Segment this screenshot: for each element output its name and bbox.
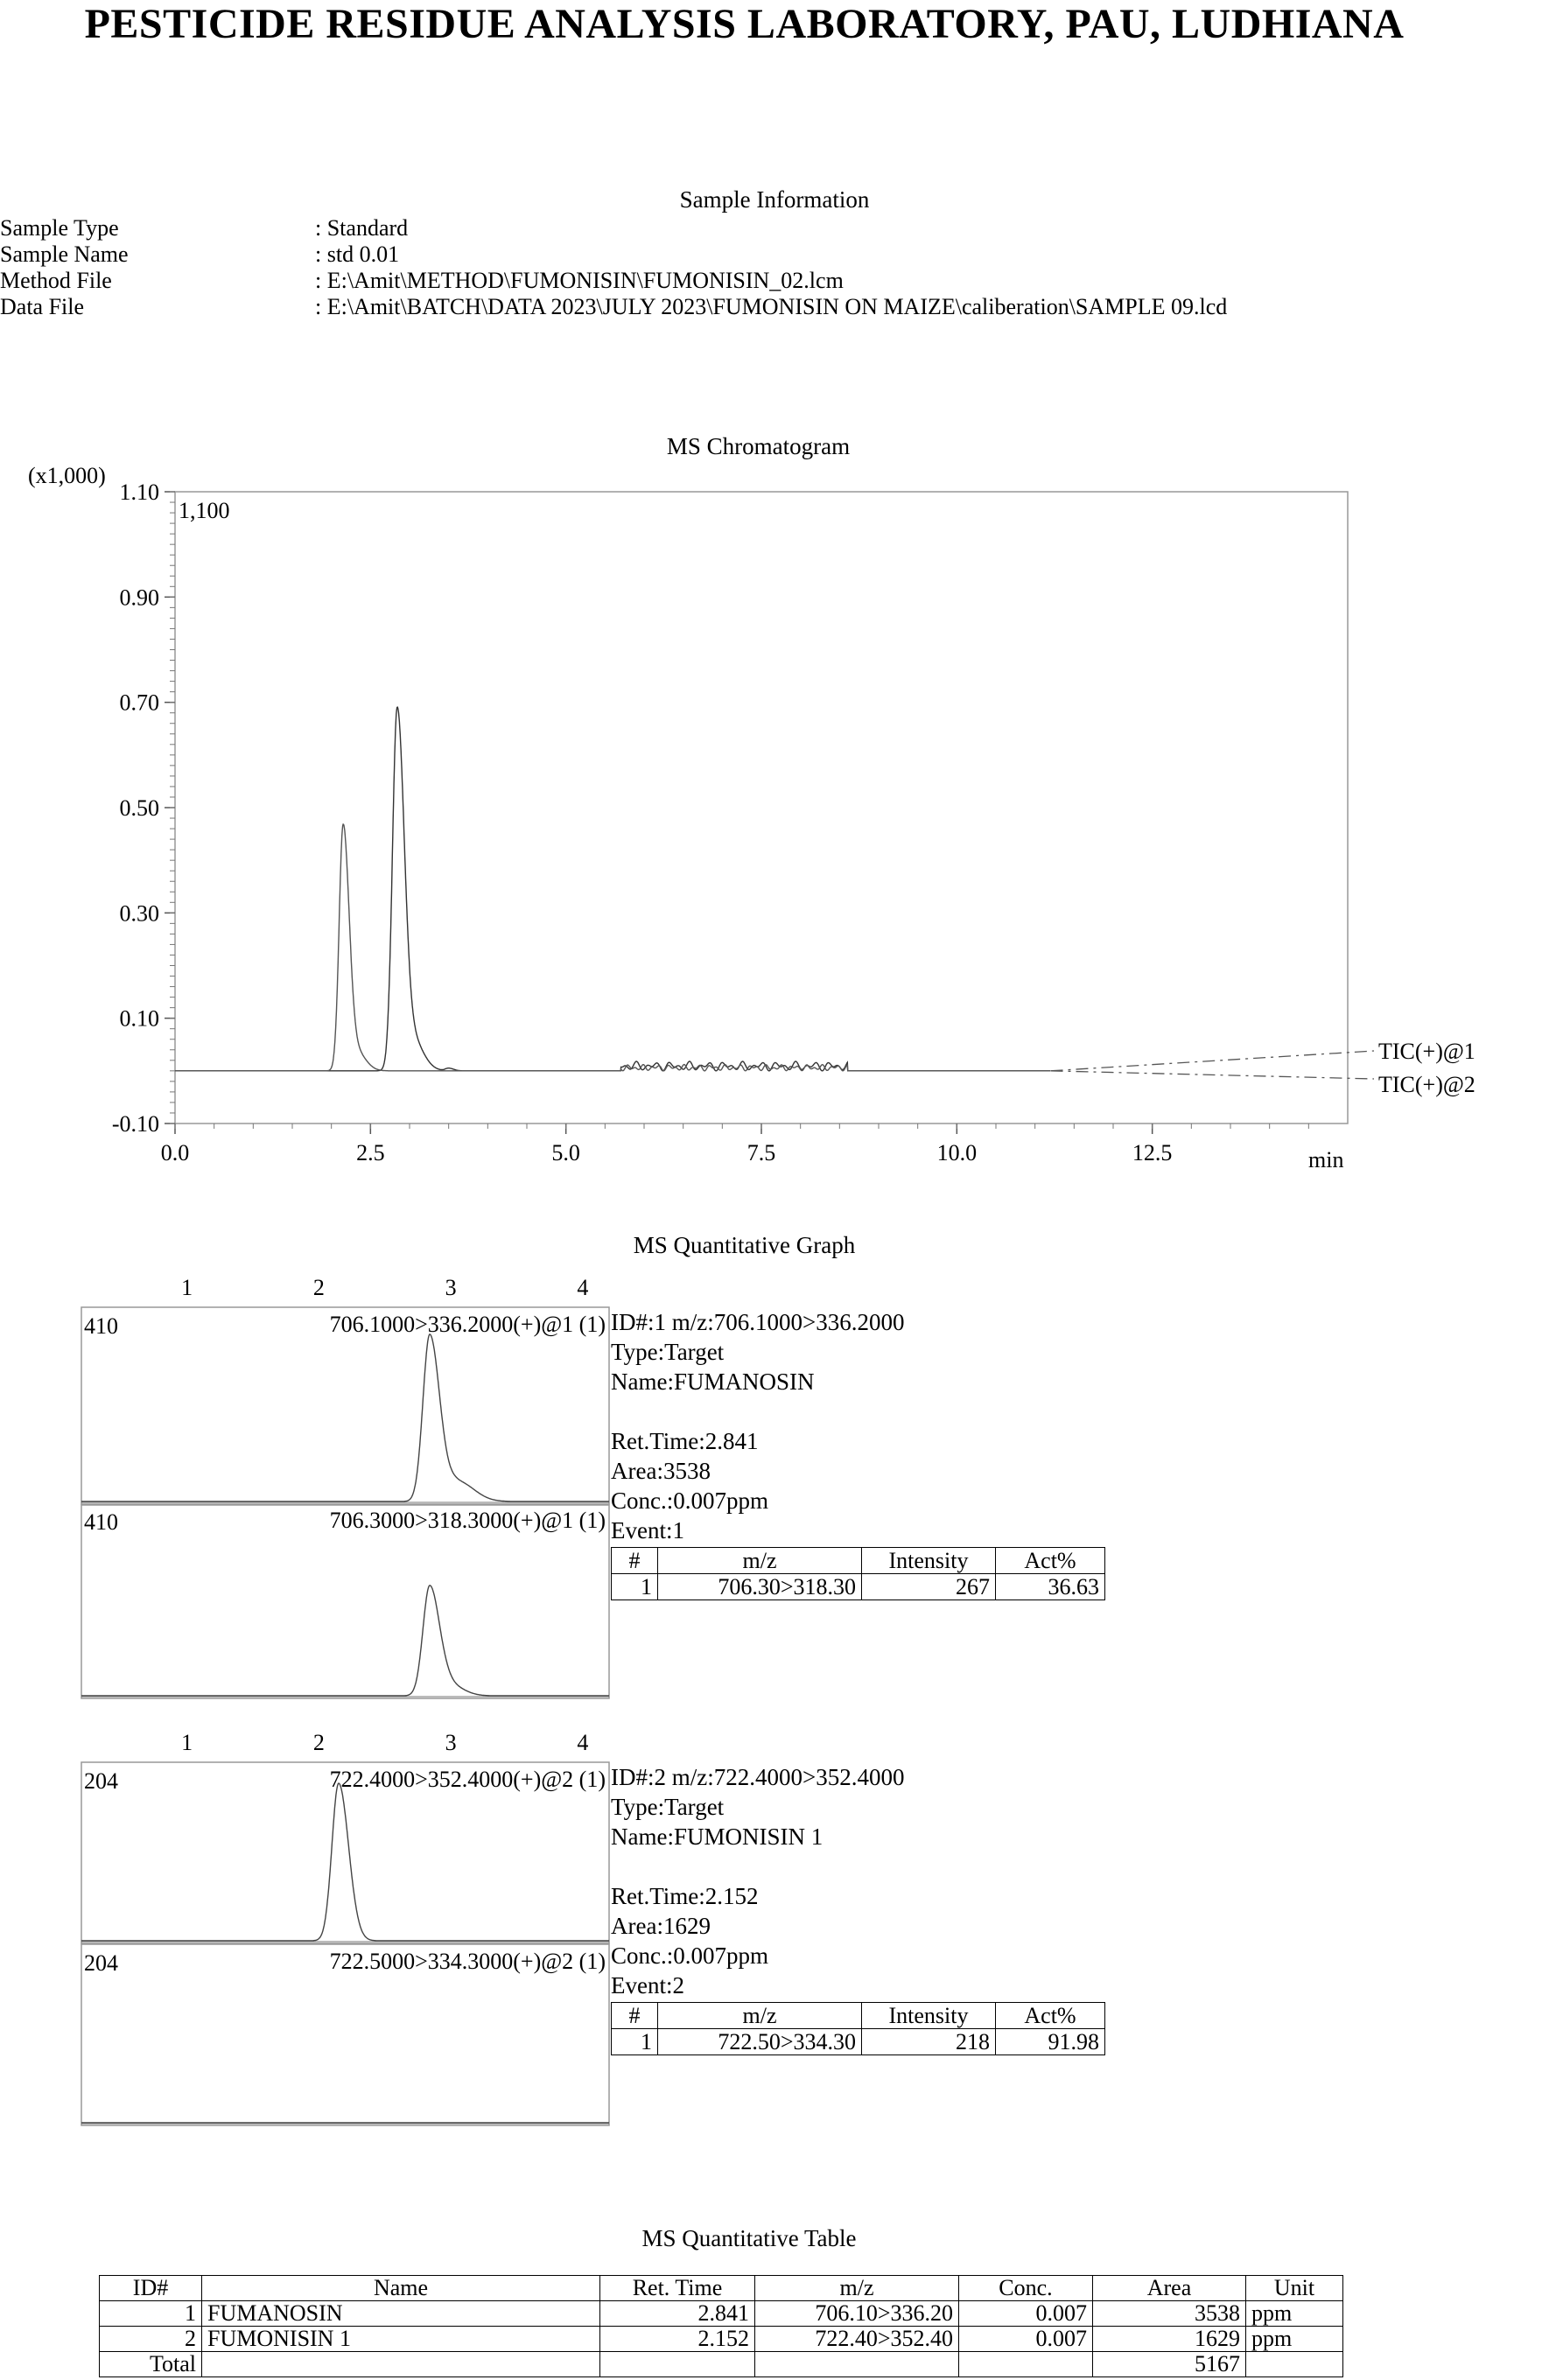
- quant-cell: [959, 2352, 1093, 2377]
- method-file-row: Method File : E:\Amit\METHOD\FUMONISIN\FUMONISIN_02.lcm: [0, 268, 844, 293]
- quant-cell: 0.007: [959, 2327, 1093, 2352]
- trace-line: [81, 1783, 609, 1941]
- quant-cell: 1629: [1093, 2327, 1246, 2352]
- quant-cell: 2.841: [600, 2301, 755, 2327]
- ion-col-index: #: [612, 2003, 658, 2029]
- quant-cell: [755, 2352, 959, 2377]
- series-line: [175, 707, 1050, 1071]
- quant-cell: 0.007: [959, 2301, 1093, 2327]
- compound-1-graph: [70, 1275, 630, 1759]
- y-tick-label: 0.10: [119, 1005, 159, 1032]
- ms-chromatogram-chart: [0, 455, 1489, 1172]
- quant-cell: 2: [100, 2327, 202, 2352]
- quant-cell: ppm: [1246, 2327, 1343, 2352]
- compound-2-top-scale: 204: [84, 1768, 118, 1794]
- compound-2-info-line: [611, 1852, 904, 1881]
- ion-table-header-row: [612, 2003, 1105, 2029]
- ion-cell: 267: [862, 1574, 996, 1600]
- sample-type-row: Sample Type : Standard: [0, 215, 409, 241]
- x-tick-label: 2: [312, 1275, 325, 1300]
- quant-cell: 722.40>352.40: [755, 2327, 959, 2352]
- quant-cell: [202, 2352, 600, 2377]
- table-row: [100, 2352, 1343, 2377]
- ion-table-header-row: [612, 1548, 1105, 1574]
- ion-col-intensity: Intensity: [862, 1548, 996, 1574]
- quant-cell: Total: [100, 2352, 202, 2377]
- quant-col-name: Name: [202, 2276, 600, 2301]
- x-tick-label: 4: [577, 1730, 589, 1755]
- quant-col-mz: m/z: [755, 2276, 959, 2301]
- x-tick-label: 10.0: [936, 1140, 978, 1166]
- ion-cell: 36.63: [996, 1574, 1105, 1600]
- quant-table-heading: MS Quantitative Table: [641, 2225, 857, 2251]
- x-tick-label: 3: [445, 1730, 457, 1755]
- x-tick-label: 12.5: [1132, 1140, 1173, 1166]
- chromatogram-max-label: 1,100: [179, 498, 230, 523]
- x-tick-label: 4: [577, 1275, 589, 1300]
- y-tick-label: 1.10: [119, 480, 159, 505]
- quant-cell: FUMANOSIN: [202, 2301, 600, 2327]
- y-tick-label: 0.70: [119, 690, 159, 716]
- compound-1-info-line: [611, 1396, 904, 1426]
- quant-cell: 2.152: [600, 2327, 755, 2352]
- ion-cell: 1: [612, 2029, 658, 2055]
- compound-2-top-trace: 722.4000>352.4000(+)@2 (1): [329, 1767, 606, 1792]
- table-row: [100, 2301, 1343, 2327]
- quant-cell: 1: [100, 2301, 202, 2327]
- quant-col-id: ID#: [100, 2276, 202, 2301]
- compound-1-top-trace: 706.1000>336.2000(+)@1 (1): [329, 1312, 606, 1337]
- y-tick-label: -0.10: [111, 1111, 159, 1137]
- compound-2-info: [611, 1762, 904, 2000]
- chromatogram-heading: MS Chromatogram: [666, 433, 851, 459]
- compound-2-info-line: Conc.:0.007ppm: [611, 1942, 768, 1969]
- table-row: [612, 2029, 1105, 2055]
- compound-2-bottom-scale: 204: [84, 1950, 118, 1976]
- compound-1-bottom-frame: [81, 1505, 609, 1698]
- ion-col-mz: m/z: [658, 1548, 862, 1574]
- compound-2-bottom-trace: 722.5000>334.3000(+)@2 (1): [329, 1949, 606, 1974]
- legend-leader-line: [1051, 1051, 1374, 1071]
- compound-2-info-line: Ret.Time:2.152: [611, 1883, 759, 1909]
- sample-info-heading: Sample Information: [679, 186, 870, 213]
- x-tick-label: 3: [445, 1275, 457, 1300]
- compound-1-info-line: Event:1: [611, 1517, 684, 1544]
- quant-cell: 5167: [1093, 2352, 1246, 2377]
- compound-1-top-scale: 410: [84, 1313, 118, 1339]
- compound-1-info-line: ID#:1 m/z:706.1000>336.2000: [611, 1309, 905, 1335]
- y-tick-label: 0.90: [119, 584, 159, 611]
- ion-col-act: Act%: [996, 1548, 1105, 1574]
- quant-cell: ppm: [1246, 2301, 1343, 2327]
- trace-line: [81, 1586, 609, 1696]
- quant-table: [99, 2275, 1343, 2377]
- sample-name-row: Sample Name : std 0.01: [0, 242, 400, 267]
- table-row: [100, 2327, 1343, 2352]
- quant-cell: 3538: [1093, 2301, 1246, 2327]
- compound-2-info-line: Name:FUMONISIN 1: [611, 1824, 824, 1850]
- compound-1-bottom-scale: 410: [84, 1509, 118, 1535]
- ion-cell: 722.50>334.30: [658, 2029, 862, 2055]
- chromatogram-y-scale-label: (x1,000): [28, 463, 106, 488]
- legend-leader-line: [1051, 1071, 1374, 1079]
- compound-1-info-line: Type:Target: [611, 1339, 725, 1365]
- compound-1-info-line: Conc.:0.007ppm: [611, 1488, 768, 1514]
- quant-table-header-row: [100, 2276, 1343, 2301]
- compound-2-graph: [70, 1730, 630, 2214]
- ion-cell: 706.30>318.30: [658, 1574, 862, 1600]
- page-title: PESTICIDE RESIDUE ANALYSIS LABORATORY, PAU, LUDHIANA: [84, 1, 1405, 47]
- chromatogram-plot-frame: [175, 492, 1348, 1124]
- ion-col-mz: m/z: [658, 2003, 862, 2029]
- compound-2-ion-table: [611, 2002, 1105, 2055]
- ion-cell: 91.98: [996, 2029, 1105, 2055]
- compound-1-bottom-trace: 706.3000>318.3000(+)@1 (1): [329, 1508, 606, 1533]
- quant-cell: 706.10>336.20: [755, 2301, 959, 2327]
- ion-col-index: #: [612, 1548, 658, 1574]
- ion-cell: 1: [612, 1574, 658, 1600]
- x-tick-label: 2.5: [356, 1140, 385, 1166]
- compound-1-ion-table: [611, 1547, 1105, 1600]
- compound-2-info-line: Event:2: [611, 1972, 684, 1998]
- x-tick-label: 1: [181, 1730, 193, 1755]
- legend-tic-2: TIC(+)@2: [1378, 1072, 1475, 1097]
- quant-cell: [1246, 2352, 1343, 2377]
- quant-graph-heading: MS Quantitative Graph: [633, 1232, 856, 1258]
- quant-col-conc: Conc.: [959, 2276, 1093, 2301]
- x-tick-label: 7.5: [746, 1140, 776, 1166]
- x-tick-label: 1: [181, 1275, 193, 1300]
- quant-col-area: Area: [1093, 2276, 1246, 2301]
- compound-1-info: [611, 1307, 904, 1545]
- sample-info-block: [0, 215, 1227, 320]
- quant-cell: [600, 2352, 755, 2377]
- compound-1-info-line: Area:3538: [611, 1458, 711, 1484]
- ion-cell: 218: [862, 2029, 996, 2055]
- x-tick-label: 2: [312, 1730, 325, 1755]
- quant-col-ret-time: Ret. Time: [600, 2276, 755, 2301]
- data-file-row: Data File : E:\Amit\BATCH\DATA 2023\JULY 2023\FUMONISIN ON MAIZE\caliberation\SAMPLE 09.lcd: [0, 294, 1228, 319]
- table-row: [612, 1574, 1105, 1600]
- trace-line: [81, 1334, 609, 1502]
- y-tick-label: 0.50: [119, 795, 159, 821]
- quant-cell: FUMONISIN 1: [202, 2327, 600, 2352]
- compound-2-info-line: ID#:2 m/z:722.4000>352.4000: [611, 1764, 905, 1790]
- y-tick-label: 0.30: [119, 900, 159, 927]
- compound-1-info-line: Name:FUMANOSIN: [611, 1368, 815, 1395]
- quant-col-unit: Unit: [1246, 2276, 1343, 2301]
- series-line: [175, 824, 1050, 1071]
- legend-tic-1: TIC(+)@1: [1378, 1039, 1475, 1064]
- ion-col-intensity: Intensity: [862, 2003, 996, 2029]
- x-tick-label: 5.0: [551, 1140, 580, 1166]
- compound-2-info-line: Area:1629: [611, 1913, 711, 1939]
- compound-2-info-line: Type:Target: [611, 1794, 725, 1820]
- compound-1-info-line: Ret.Time:2.841: [611, 1428, 759, 1454]
- x-tick-label: 0.0: [160, 1140, 190, 1166]
- chromatogram-x-unit: min: [1308, 1147, 1344, 1172]
- ion-col-act: Act%: [996, 2003, 1105, 2029]
